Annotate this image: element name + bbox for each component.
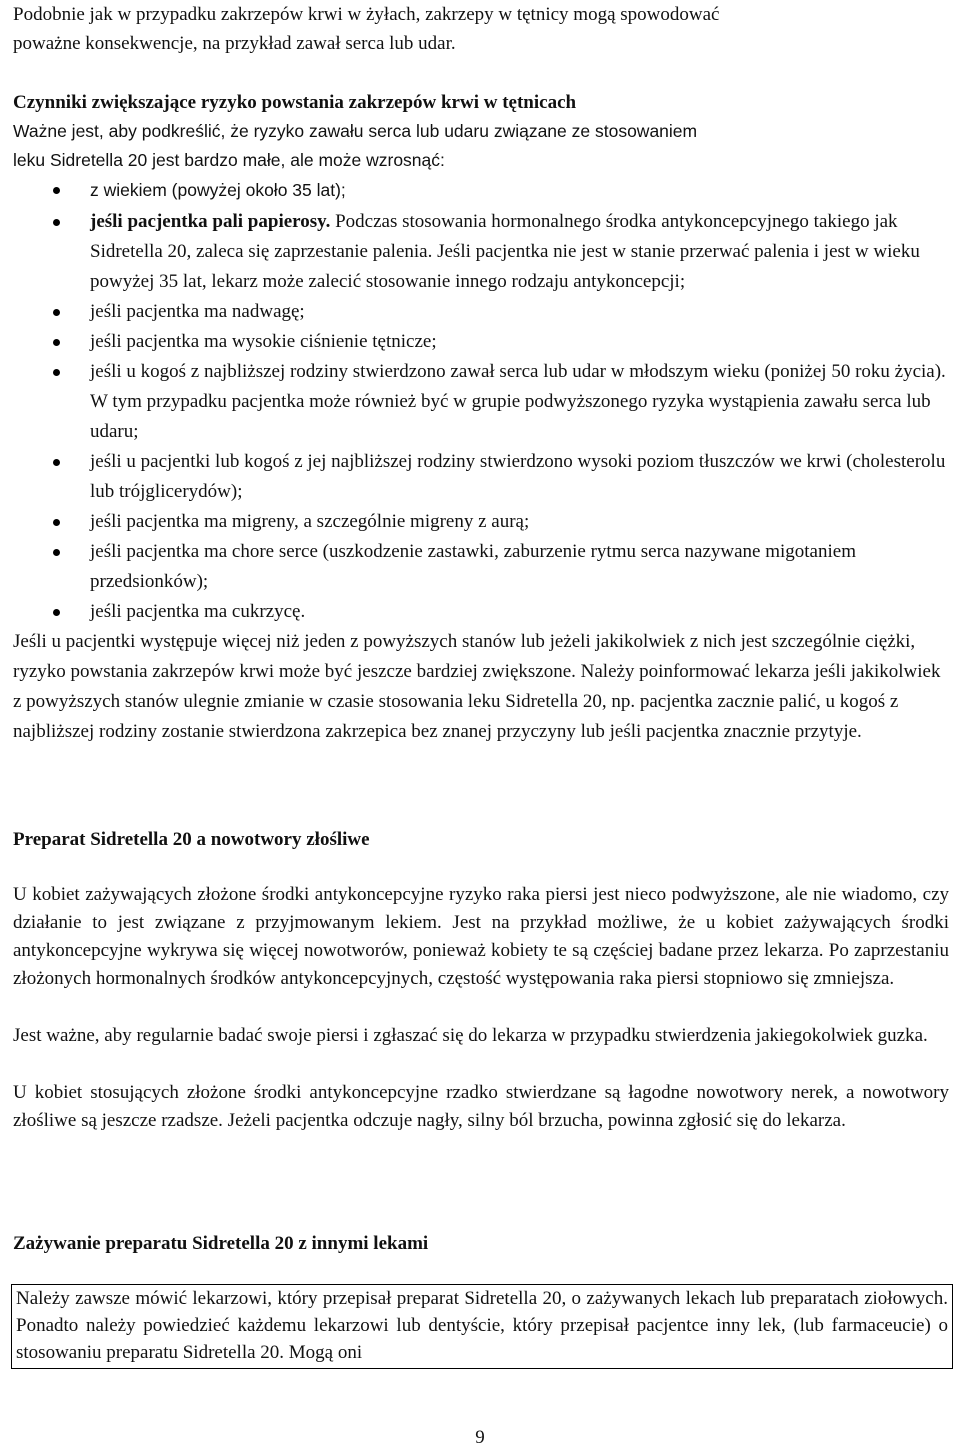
risk-conclusion: Jeśli u pacjentki występuje więcej niż jeden z powyższych stanów lub jeżeli jakikolwiek z nich jest szczególnie ciężki, ryzyko powstania zakrzepów krwi może być jeszcze bardziej zwiększone. Należy poinformować lekarza jeśli jakikolwiek z powyższych stanów ulegnie zmianie w czasie stosowania leku Sidretella 20, np. pacjentka zacznie palić, u kogoś z najbliższej rodziny zostanie stwierdzona zakrzepica bez znanej przyczyny lub jeśli pacjentka znacznie przytyje. (13, 631, 941, 742)
bullet-icon (53, 519, 60, 526)
smoking-bold: jeśli pacjentka pali papierosy. (90, 211, 331, 232)
other-drugs-boxed-text: Należy zawsze mówić lekarzowi, który przepisał preparat Sidretella 20, o zażywanych lekach lub preparatach ziołowych. Ponadto należy powiedzieć każdemu lekarzowi lub dentyście, który przepisał pacjentce inny lek, (lub farmaceucie) o stosowaniu preparatu Sidretella 20. Mogą oni (11, 1284, 953, 1369)
bullet-icon (53, 339, 60, 346)
cancer-paragraph-2: Jest ważne, aby regularnie badać swoje piersi i zgłaszać się do lekarza w przypadku stwierdzenia jakiegokolwiek guzka. (13, 1025, 928, 1046)
intro-line-1: Podobnie jak w przypadku zakrzepów krwi w żyłach, zakrzepy w tętnicy mogą spowodować (13, 4, 720, 25)
list-item: jeśli pacjentka ma chore serce (uszkodzenie zastawki, zaburzenie rytmu serca nazywane migotaniem przedsionków); (13, 537, 949, 597)
bullet-icon (53, 187, 60, 194)
list-item: jeśli pacjentka ma migreny, a szczególnie migreny z aurą; (13, 507, 949, 537)
smoking-rest: Podczas stosowania hormonalnego środka antykoncepcyjnego takiego jak Sidretella 20, zaleca się zaprzestanie palenia. Jeśli pacjentka nie jest w stanie przerwać palenia i jest w wieku powyżej 35 lat, lekarz może zalecić stosowanie innego rodzaju antykoncepcji; (90, 211, 920, 292)
risk-intro: Ważne jest, aby podkreślić, że ryzyko zawału serca lub udaru związane ze stosowaniem leku Sidretella 20 jest bardzo małe, ale może wzrosnąć: (13, 121, 698, 170)
intro-paragraph (13, 0, 949, 58)
list-item: z wiekiem (powyżej około 35 lat); (13, 175, 949, 205)
cancer-paragraph-3: U kobiet stosujących złożone środki antykoncepcyjne rzadko stwierdzane są łagodne nowotwory nerek, a nowotwory złośliwe są jeszcze rzadsze. Jeżeli pacjentka odczuje nagły, silny ból brzucha, powinna zgłosić się do lekarza. (13, 1082, 949, 1131)
list-item: jeśli u kogoś z najbliższej rodziny stwierdzono zawał serca lub udar w młodszym wieku (poniżej 50 roku życia). W tym przypadku pacjentka może również być w grupie podwyższonego ryzyka wystąpienia zawału serca lub udaru; (13, 357, 949, 447)
bullet-icon (53, 609, 60, 616)
risk-heading: Czynniki zwiększające ryzyko powstania zakrzepów krwi w tętnicach (13, 92, 577, 113)
page-number: 9 (475, 1427, 485, 1448)
cancer-section (13, 826, 949, 1135)
risk-list (13, 175, 949, 205)
list-item: jeśli pacjentka ma cukrzycę. (13, 597, 949, 627)
other-drugs-section (13, 1230, 949, 1258)
list-item: jeśli pacjentka ma wysokie ciśnienie tętnicze; (13, 327, 949, 357)
list-item (13, 207, 949, 297)
list-item: jeśli pacjentka ma nadwagę; (13, 297, 949, 327)
intro-line-2: poważne konsekwencje, na przykład zawał serca lub udar. (13, 33, 456, 54)
bullet-icon (53, 459, 60, 466)
bullet-icon (53, 369, 60, 376)
cancer-heading: Preparat Sidretella 20 a nowotwory złośliwe (13, 829, 370, 850)
other-drugs-heading: Zażywanie preparatu Sidretella 20 z innymi lekami (13, 1233, 429, 1254)
cancer-paragraph-1: U kobiet zażywających złożone środki antykoncepcyjne ryzyko raka piersi jest nieco podwyższone, ale nie wiadomo, czy działanie to jest związane z przyjmowanym lekiem. Jest na przykład możliwe, że u kobiet zażywających środki antykoncepcyjne wykrywa się więcej nowotworów, ponieważ kobiety te są częściej badane przez lekarza. Po zaprzestaniu złożonych hormonalnych środków antykoncepcyjnych, częstość występowania raka piersi stopniowo się zmniejsza. (13, 884, 949, 989)
list-item: jeśli u pacjentki lub kogoś z jej najbliższej rodziny stwierdzono wysoki poziom tłuszczów we krwi (cholesterolu lub trójglicerydów); (13, 447, 949, 507)
bullet-icon (53, 309, 60, 316)
risk-list-continued (13, 207, 949, 747)
bullet-icon (53, 549, 60, 556)
risk-section (13, 89, 949, 205)
bullet-icon (53, 219, 60, 226)
